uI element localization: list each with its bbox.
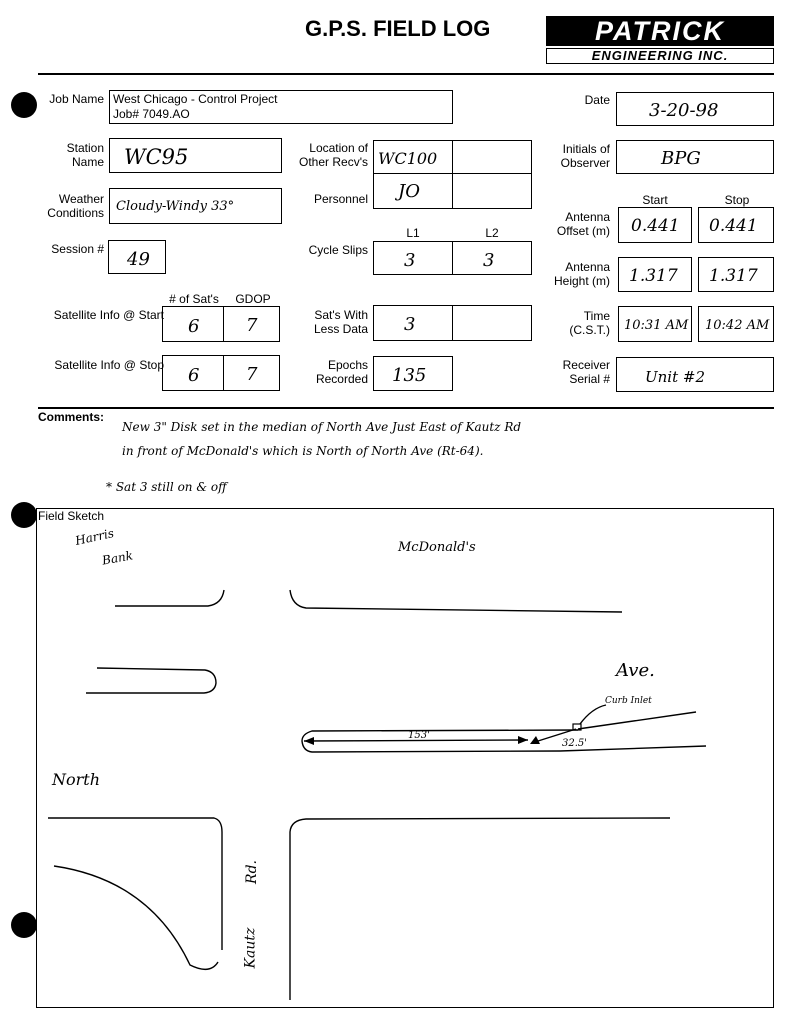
- form-title: G.P.S. FIELD LOG: [305, 16, 491, 41]
- logo-subtitle: ENGINEERING INC.: [546, 48, 774, 64]
- initials-label: Initials of Observer: [560, 142, 610, 170]
- comment-line-3: * Sat 3 still on & off: [106, 480, 227, 494]
- location-other-value: WC100: [378, 149, 438, 168]
- antenna-offset-stop-value: 0.441: [709, 216, 758, 236]
- antenna-offset-label: Antenna Offset (m): [556, 210, 610, 238]
- sketch-label-32-5: 32.5': [562, 738, 588, 749]
- antenna-height-start-value: 1.317: [629, 266, 678, 286]
- job-number-line2: Job# 7049.AO: [113, 107, 190, 121]
- personnel-value: JO: [398, 181, 420, 202]
- job-name-line1: West Chicago - Control Project: [113, 92, 278, 106]
- l1-label: L1: [406, 226, 420, 240]
- curb-return-southwest: [54, 866, 218, 969]
- antenna-offset-start-value: 0.441: [631, 216, 680, 236]
- road-edge-southwest: [48, 818, 222, 950]
- logo-name: PATRICK: [546, 16, 774, 46]
- epochs-label: Epochs Recorded: [315, 358, 368, 386]
- sats-less-data-value: 3: [404, 314, 416, 335]
- sats-start-value: 6: [188, 316, 200, 337]
- sats-less-data-label: Sat's With Less Data: [313, 308, 368, 336]
- comment-line-1: New 3" Disk set in the median of North Ave Just East of Kautz Rd: [122, 420, 522, 434]
- job-name-label: Job Name: [49, 92, 104, 106]
- epochs-value: 135: [392, 365, 427, 386]
- gdop-stop-value: 7: [246, 364, 258, 385]
- sketch-label-curb-inlet: Curb Inlet: [605, 696, 652, 706]
- session-value: 49: [127, 249, 150, 270]
- session-label: Session #: [51, 242, 104, 256]
- road-edge-southeast: [290, 818, 670, 1000]
- time-start-value: 10:31 AM: [624, 318, 689, 333]
- location-other-label: Location of Other Recv's: [299, 141, 368, 169]
- station-name-label: Station Name: [66, 141, 104, 169]
- cycle-slips-label: Cycle Slips: [308, 243, 368, 257]
- sketch-label-north: North: [52, 770, 101, 789]
- station-name-value: WC95: [124, 145, 189, 169]
- sketch-label-153: 153': [408, 730, 430, 741]
- weather-label: Weather Conditions: [47, 192, 104, 220]
- receiver-serial-value: Unit #2: [645, 368, 706, 386]
- sat-info-start-label: Satellite Info @ Start: [53, 308, 164, 322]
- sketch-label-rd: Rd.: [243, 860, 260, 884]
- cycle-slips-l2-value: 3: [483, 250, 495, 271]
- cycle-slips-l1-value: 3: [404, 250, 416, 271]
- gdop-label: GDOP: [235, 292, 271, 306]
- start-column-label: Start: [642, 193, 668, 207]
- weather-value: Cloudy-Windy 33°: [116, 199, 235, 214]
- personnel-label: Personnel: [313, 192, 368, 206]
- num-sats-label: # of Sat's: [169, 292, 219, 306]
- sats-stop-value: 6: [188, 365, 200, 386]
- sketch-label-kautz: Kautz: [242, 927, 259, 969]
- gdop-start-value: 7: [246, 315, 258, 336]
- date-value: 3-20-98: [649, 100, 719, 121]
- curb-inlet-leader: [580, 705, 606, 724]
- time-stop-value: 10:42 AM: [705, 318, 770, 333]
- comments-label: Comments:: [38, 410, 105, 424]
- initials-value: BPG: [661, 148, 701, 169]
- north-ave-edge-upper: [578, 712, 696, 729]
- arrow-head-left: [304, 737, 314, 745]
- l2-label: L2: [485, 226, 499, 240]
- time-label: Time (C.S.T.): [569, 309, 610, 337]
- sat-info-stop-label: Satellite Info @ Stop: [54, 358, 164, 372]
- comment-line-2: in front of McDonald's which is North of North Ave (Rt-64).: [122, 444, 484, 458]
- road-edge-mcdonalds: [290, 590, 622, 612]
- antenna-height-stop-value: 1.317: [709, 266, 758, 286]
- sketch-label-ave: Ave.: [616, 660, 655, 681]
- antenna-height-label: Antenna Height (m): [553, 260, 610, 288]
- receiver-serial-label: Receiver Serial #: [562, 358, 610, 386]
- stop-column-label: Stop: [724, 193, 750, 207]
- field-sketch-label: Field Sketch: [38, 509, 105, 523]
- arrow-head-right: [518, 736, 528, 744]
- sketch-label-bank: Bank: [101, 548, 134, 568]
- sketch-label-mcdonalds: McDonald's: [398, 540, 476, 555]
- disk-point-marker: [530, 736, 540, 744]
- date-label: Date: [584, 93, 610, 107]
- road-edge-harris-bank: [115, 590, 224, 606]
- median-left: [86, 668, 216, 693]
- sketch-label-harris: Harris: [73, 526, 116, 548]
